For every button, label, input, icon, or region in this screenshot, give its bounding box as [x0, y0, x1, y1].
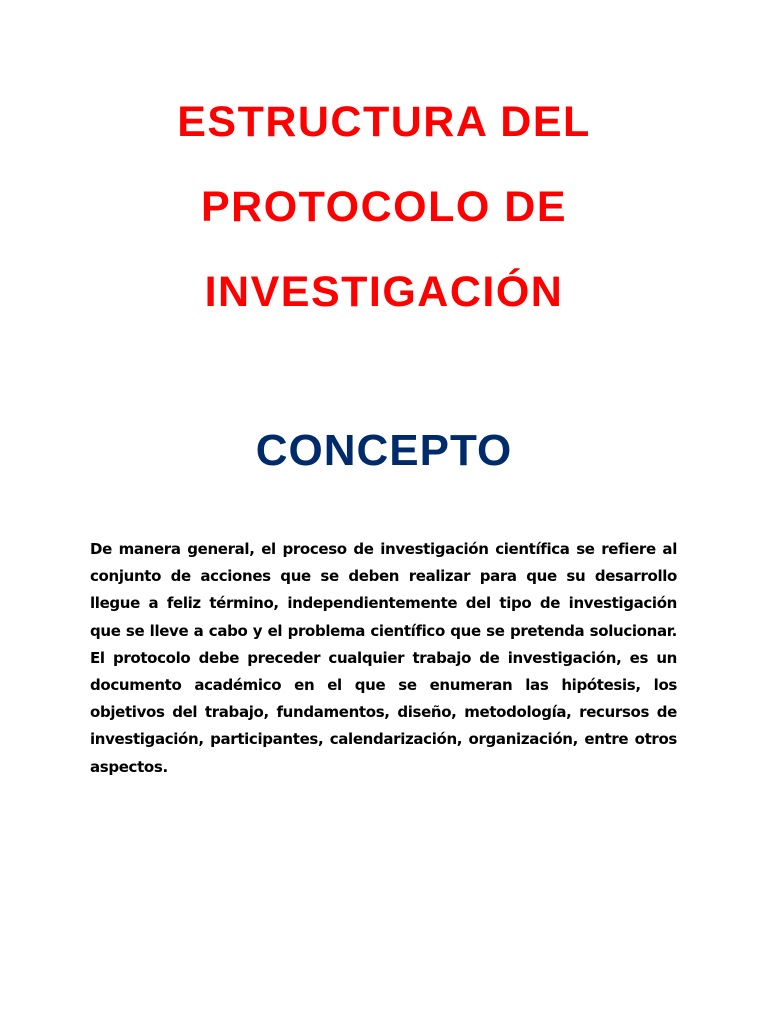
- title-line-2: PROTOCOLO DE: [200, 183, 567, 231]
- document-title: [0, 100, 768, 355]
- title-line-1: ESTRUCTURA DEL: [177, 98, 591, 146]
- concept-paragraph: De manera general, el proceso de investigación científica se refiere al conjunto de acciones que se deben realizar para que su desarrollo llegue a feliz término, independientemente del tipo de investigación que se lleve a cabo y el problema científico que se pretenda solucionar. El protocolo debe preceder cualquier trabajo de investigación, es un documento académico en el que se enumeran las hipótesis, los objetivos del trabajo, fundamentos, diseño, metodología, recursos de investigación, participantes, calendarización, organización, entre otros aspectos.: [90, 540, 677, 776]
- title-line-3: INVESTIGACIÓN: [204, 268, 564, 316]
- section-heading-concepto: CONCEPTO: [255, 426, 513, 475]
